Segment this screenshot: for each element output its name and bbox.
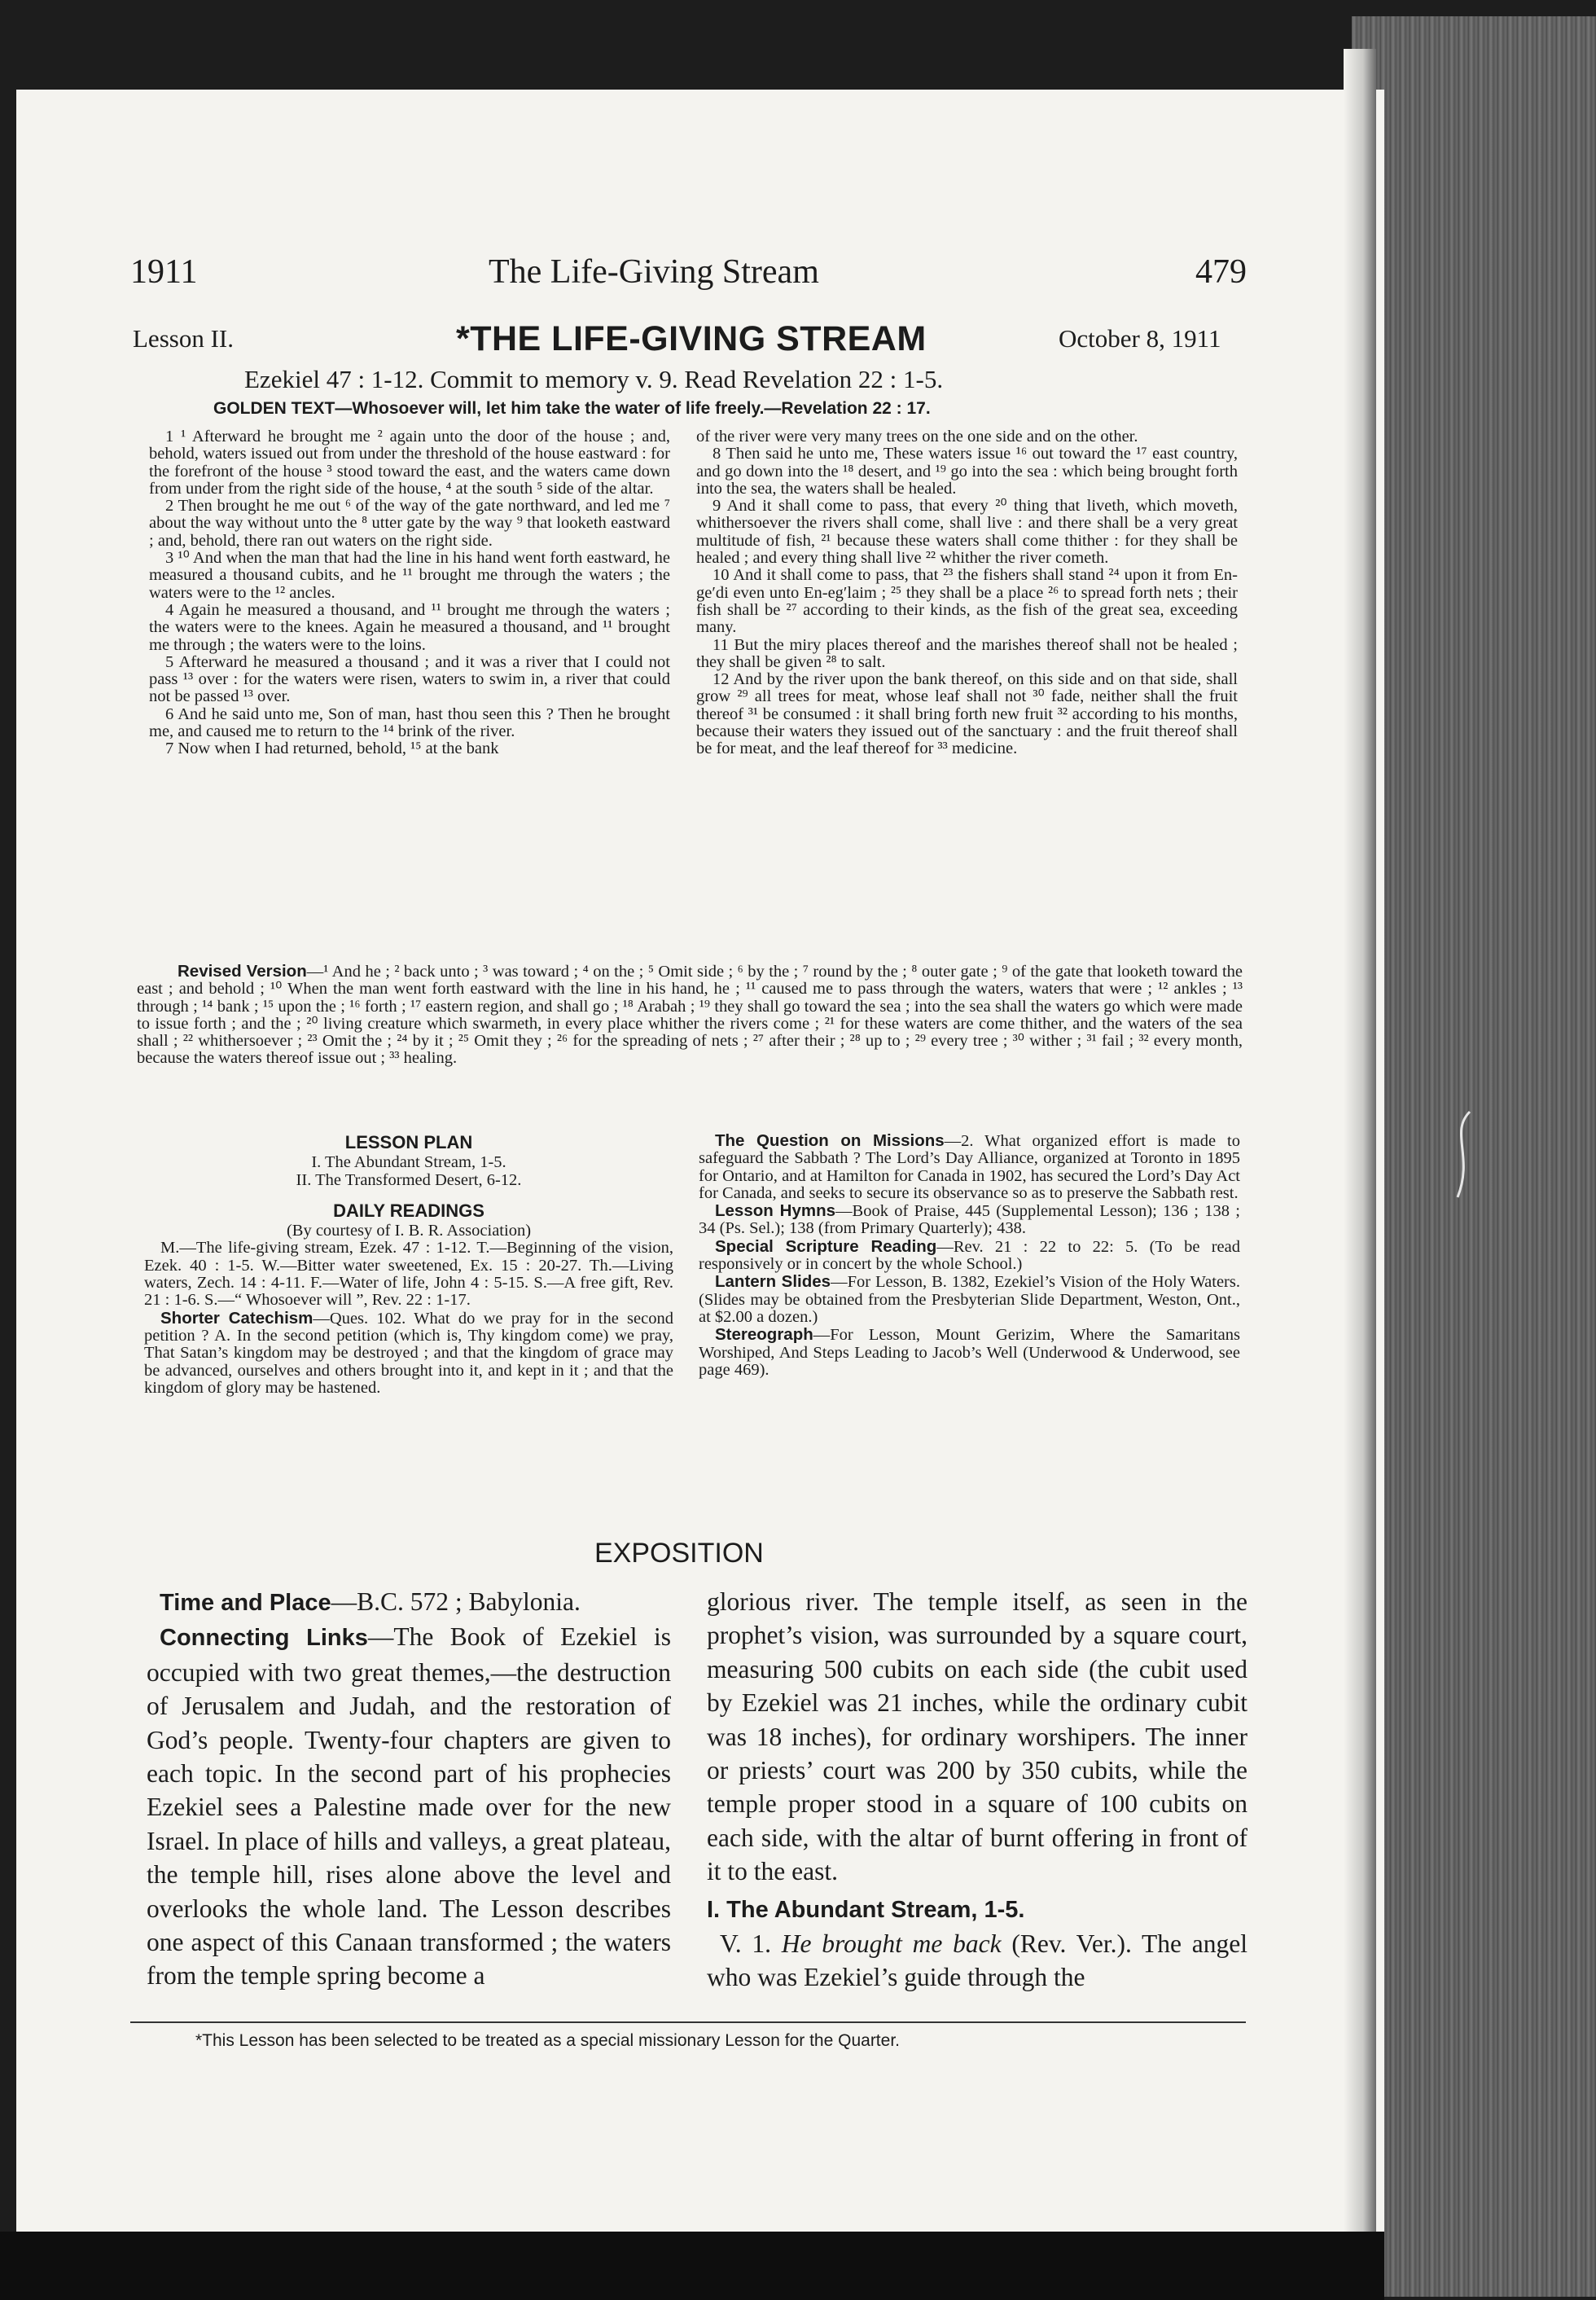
page-gutter-shadow	[1344, 49, 1376, 2264]
lantern-slides-label: Lantern Slides	[715, 1272, 831, 1292]
exposition-left-column	[147, 1585, 671, 1993]
verse-paragraph: 7 Now when I had returned, behold, ¹⁵ at the bank	[165, 740, 499, 758]
verse-paragraph: 3 ¹⁰ And when the man that had the line in his hand went forth eastward, he measured a thousand cubits, and he ¹¹ brought me through the waters ; the waters were to the ¹² ancles.	[149, 549, 670, 602]
time-place-text: —B.C. 572 ; Babylonia.	[331, 1587, 581, 1616]
scripture-right-column	[696, 428, 1238, 758]
page-number: 479	[1195, 253, 1247, 291]
footnote: *This Lesson has been selected to be treated as a special missionary Lesson for the Quarter.	[195, 2031, 900, 2050]
golden-text: GOLDEN TEXT—Whosoever will, let him take the water of life freely.—Revelation 22 : 17.	[213, 399, 931, 418]
verse-paragraph: 12 And by the river upon the bank thereof, on this side and on that side, shall grow ²⁹ all trees for meat, whose leaf shall not ³⁰ fade, neither shall the fruit thereof ³¹ be consumed : it shall bring forth new fruit ³² according to his months, because their waters they issued out of the sanctuary : and the fruit thereof shall be for meat, and the leaf thereof for ³³ medicine.	[696, 670, 1238, 758]
running-head-year: 1911	[130, 253, 198, 291]
revised-version-notes	[137, 963, 1243, 1068]
exposition-heading: EXPOSITION	[594, 1538, 764, 1569]
scan-bottom-shadow	[0, 2232, 1384, 2300]
lesson-hymns-text: —Book of Praise, 445 (Supplemental Lesson); 136 ; 138 ; 34 (Ps. Sel.); 138 (from Primary Quarterly); 438.	[699, 1202, 1240, 1238]
stereograph-text: —For Lesson, Mount Gerizim, Where the Samaritans Worshiped, And Steps Leading to Jacob’s Well (Underwood & Underwood, see page 469).	[699, 1326, 1240, 1379]
verse-paragraph: of the river were very many trees on the one side and on the other.	[696, 428, 1138, 446]
verse-paragraph: 10 And it shall come to pass, that ²³ the fishers shall stand ²⁴ upon it from En-ge′di even unto En-eg′laim ; ²⁵ they shall be a place ²⁶ to spread forth nets ; their fish shall be ²⁷ according to their kinds, as the fish of the great sea, exceeding many.	[696, 566, 1238, 637]
lesson-hymns-label: Lesson Hymns	[715, 1201, 836, 1221]
exposition-right-column	[707, 1585, 1247, 1995]
verse-paragraph: 6 And he said unto me, Son of man, hast thou seen this ? Then he brought me, and caused me to return to the ¹⁴ brink of the river.	[149, 704, 670, 741]
verse-paragraph: 2 Then brought he me out ⁶ of the way of the gate northward, and led me ⁷ about the way without unto the ⁸ utter gate by the way ⁹ that looketh eastward ; and, behold, there ran out waters on the right side.	[149, 497, 670, 550]
exposition-paragraph: glorious river. The temple itself, as seen in the prophet’s vision, was surrounded by a square court, measuring 500 cubits on each side (the cubit used by Ezekiel was 21 inches, while the ordinary cubit was 18 inches), for ordinary worshipers. The inner or priests’ court was 200 by 350 cubits, while the temple proper stood in a square of 100 cubits on each side, with the altar of burnt offering in front of it to the east.	[707, 1587, 1247, 1886]
missions-text: —2. What organized effort is made to safeguard the Sabbath ? The Lord’s Day Alliance, organized at Toronto in 1895 for Ontario, and at Hamilton for Canada in 1902, has secured the Lord’s Day Act for Canada, and seeks to secure its observance so as to preserve the Sabbath rest.	[699, 1132, 1240, 1202]
verse-paragraph: 11 But the miry places thereof and the marishes thereof shall not be healed ; they shall be given ²⁸ to salt.	[696, 635, 1238, 671]
lesson-date: October 8, 1911	[1059, 324, 1221, 353]
scripture-left-column	[149, 428, 670, 758]
scan-hair-mark	[1441, 1108, 1482, 1205]
lesson-plan-item: I. The Abundant Stream, 1-5.	[311, 1153, 506, 1172]
missions-label: The Question on Missions	[715, 1131, 945, 1150]
lesson-aids-left-column	[144, 1132, 673, 1397]
verse-paragraph: 1 ¹ Afterward he brought me ² again unto the door of the house ; and, behold, waters issued out from under the threshold of the house eastward : for the forefront of the house ³ stood toward the east, and the waters came down from under from the right side of the house, ⁴ at the south ⁵ side of the altar.	[149, 428, 670, 498]
verse-paragraph: 8 Then said he unto me, These waters issue ¹⁶ out toward the ¹⁷ east country, and go down into the ¹⁸ desert, and ¹⁹ go into the sea : which being brought forth into the sea, the waters shall be healed.	[696, 445, 1238, 498]
connecting-links-label: Connecting Links	[160, 1625, 368, 1652]
verse-comment: (Rev. Ver.). The angel who was Ezekiel’s guide through the	[707, 1929, 1247, 1992]
shorter-catechism-label: Shorter Catechism	[160, 1308, 314, 1328]
revised-version-label: Revised Version	[178, 962, 307, 981]
time-place-label: Time and Place	[160, 1590, 331, 1616]
special-scripture-text: —Rev. 21 : 22 to 22: 5. (To be read responsively or in concert by the whole School.)	[699, 1237, 1240, 1274]
daily-readings-heading: DAILY READINGS	[333, 1200, 484, 1221]
running-head-title: The Life-Giving Stream	[489, 253, 819, 291]
scripture-reference: Ezekiel 47 : 1-12. Commit to memory v. 9. Read Revelation 22 : 1-5.	[244, 365, 944, 393]
daily-readings-text: M.—The life-giving stream, Ezek. 47 : 1-12. T.—Beginning of the vision, Ezek. 40 : 1-5. W.—Bitter water sweetened, Ex. 15 : 20-27. Th.—Living waters, Zech. 14 : 4-11. F.—Water of life, John 4 : 5-15. S.—A free gift, Rev. 21 : 1-6. S.—“ Whosoever will ”, Rev. 22 : 1-17.	[144, 1239, 673, 1310]
shorter-catechism-text: —Ques. 102. What do we pray for in the second petition ? A. In the second petition (which is, Thy kingdom come) we pray, That Satan’s kingdom may be destroyed ; and that the kingdom of grace may be advanced, ourselves and others brought into it, and kept in it ; and that the kingdom of glory may be hastened.	[144, 1309, 673, 1397]
connecting-links-text: —The Book of Ezekiel is occupied with two great themes,—the destruction of Jerusalem and Judah, and the restoration of God’s people. Twenty-four chapters are given to each topic. In the second part of his prophecies Ezekiel sees a Palestine made over for the new Israel. In place of hills and valleys, a great plateau, the temple hill, rises alone above the level and overlooks the whole land. The Lesson describes one aspect of this Canaan transformed ; the waters from the temple spring become a	[147, 1622, 671, 1991]
verse-paragraph: 5 Afterward he measured a thousand ; and it was a river that I could not pass ¹³ over : for the waters were risen, waters to swim in, a river that could not be passed ¹³ over.	[149, 652, 670, 706]
verse-ref: V. 1.	[720, 1929, 782, 1959]
lesson-plan-heading: LESSON PLAN	[344, 1132, 473, 1152]
abundant-stream-heading: I. The Abundant Stream, 1-5.	[707, 1896, 1025, 1923]
lantern-slides-text: —For Lesson, B. 1382, Ezekiel’s Vision of the Holy Waters. (Slides may be obtained from the Presbyterian Slide Department, Weston, Ont., at $2.00 a dozen.)	[699, 1273, 1240, 1326]
lesson-number: Lesson II.	[133, 324, 234, 353]
verse-paragraph: 4 Again he measured a thousand, and ¹¹ brought me through the waters ; the waters were to the knees. Again he measured a thousand, and ¹¹ brought me through ; the waters were to the loins.	[149, 600, 670, 654]
revised-version-text: —¹ And he ; ² back unto ; ³ was toward ; ⁴ on the ; ⁵ Omit side ; ⁶ by the ; ⁷ round by the ; ⁸ outer gate ; ⁹ of the gate that looketh toward the east ; and behold ; ¹⁰ When the man went forth eastward with the line in his hand, he ; ¹¹ caused me to pass through the waters, waters that were ; ¹² ankles ; ¹³ through ; ¹⁴ bank ; ¹⁵ upon the ; ¹⁶ forth ; ¹⁷ eastern region, and shall go ; ¹⁸ Arabah ; ¹⁹ they shall go toward the sea ; into the sea shall the waters go which were made to issue forth ; and the ; ²⁰ living creature which swarmeth, in every place whither the rivers come ; ²¹ for these waters are come thither, and the waters of the sea shall ; ²² whithersoever ; ²³ Omit the ; ²⁴ by it ; ²⁵ Omit they ; ²⁶ for the spreading of nets ; ²⁷ after their ; ²⁸ up to ; ²⁹ every tree ; ³⁰ wither ; ³¹ fail ; ³² every month, because the waters thereof issue out ; ³³ healing.	[137, 963, 1243, 1068]
lesson-aids-right-column	[699, 1132, 1240, 1379]
verse-paragraph: 9 And it shall come to pass, that every ²⁰ thing that liveth, which moveth, whithersoever the rivers shall come, shall live : and there shall be a very great multitude of fish, ²¹ because these waters shall come thither : for they shall be healed ; and every thing shall live ²² whither the river cometh.	[696, 497, 1238, 568]
daily-readings-courtesy: (By courtesy of I. B. R. Association)	[286, 1222, 532, 1240]
stereograph-label: Stereograph	[715, 1325, 813, 1345]
special-scripture-label: Special Scripture Reading	[715, 1236, 937, 1256]
footnote-rule	[130, 2021, 1246, 2023]
lesson-plan-item: II. The Transformed Desert, 6-12.	[296, 1170, 522, 1189]
lesson-title: *THE LIFE-GIVING STREAM	[456, 319, 927, 358]
verse-quote: He brought me back	[781, 1929, 1002, 1959]
